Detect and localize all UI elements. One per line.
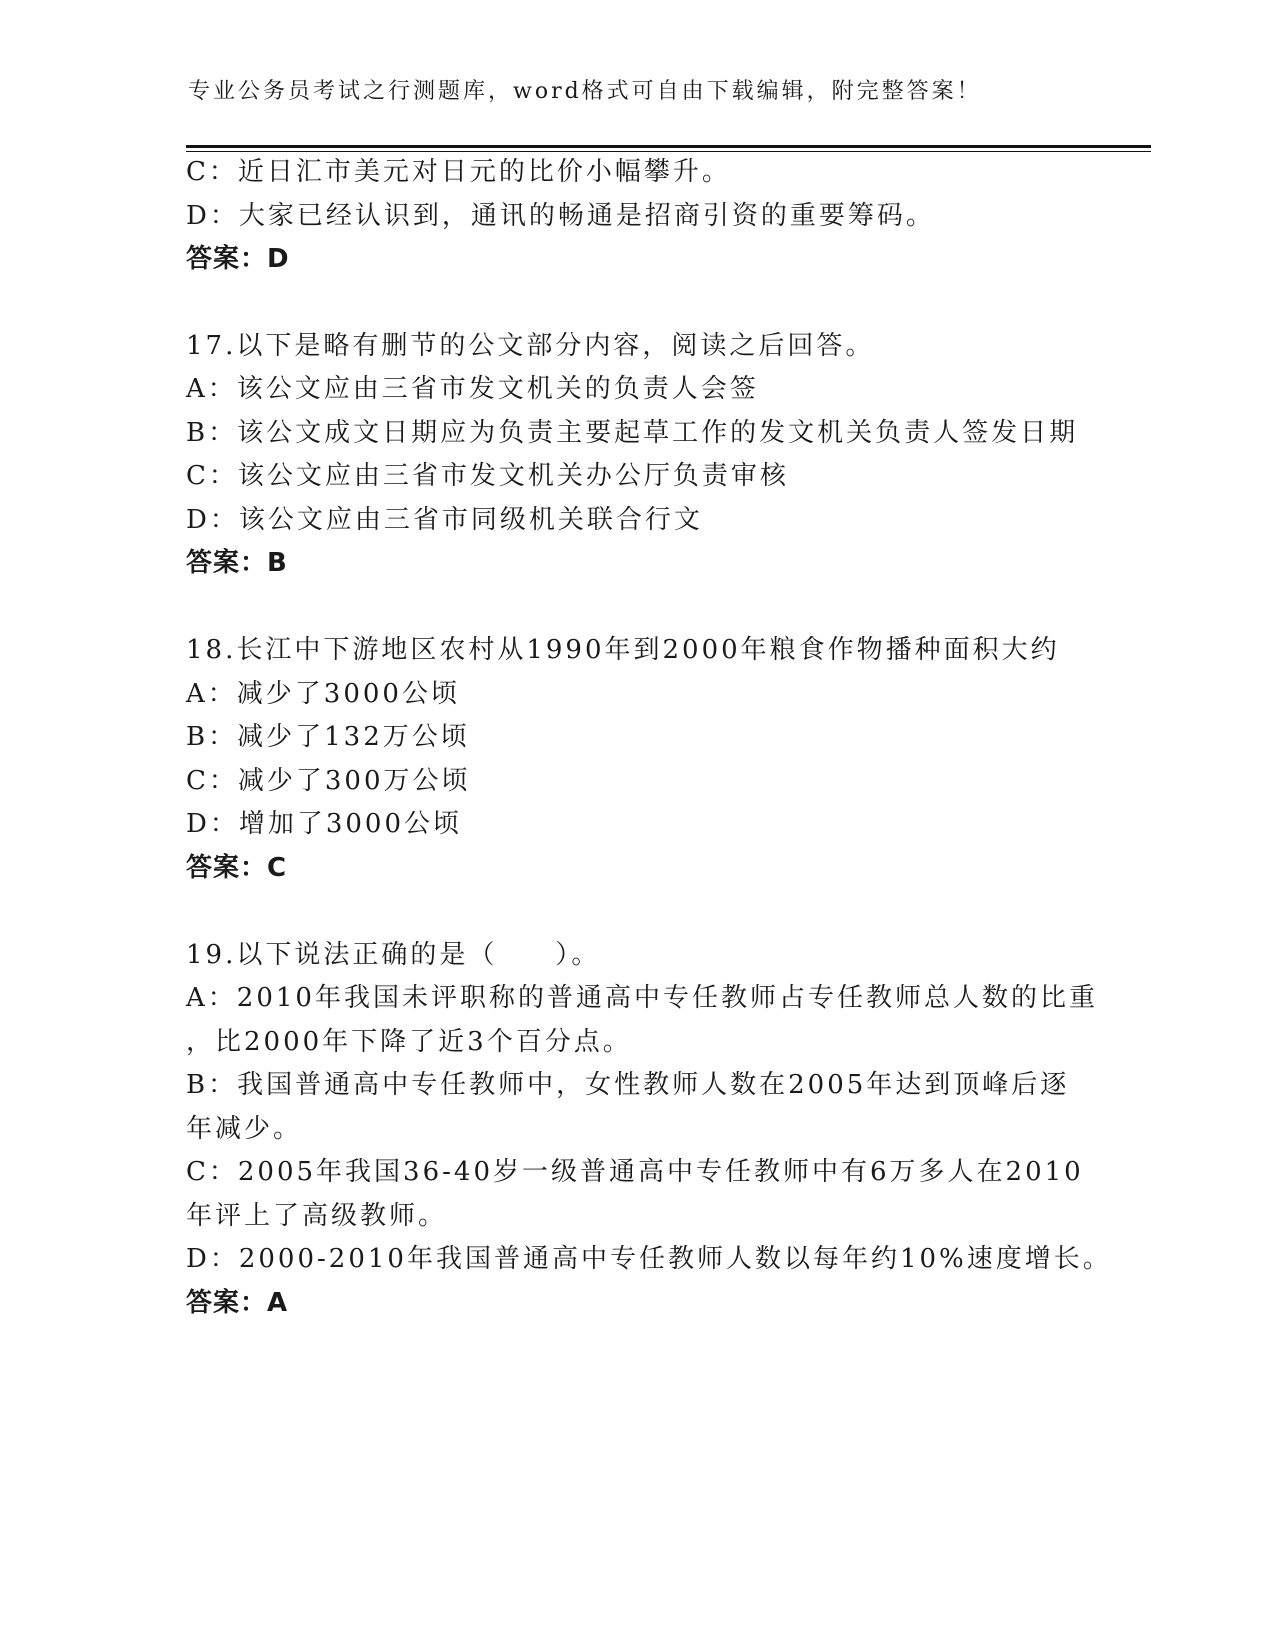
q17-question: 17.以下是略有删节的公文部分内容，阅读之后回答。 [186, 331, 875, 361]
q18-option-a: A：减少了3000公顷 [186, 679, 460, 709]
q16-answer: 答案：D [186, 244, 290, 274]
q17-option-d: D：该公文应由三省市同级机关联合行文 [186, 505, 703, 535]
q19-option-c-line1: C：2005年我国36-40岁一级普通高中专任教师中有6万多人在2010 [186, 1157, 1084, 1187]
q19-option-a-line1: A：2010年我国未评职称的普通高中专任教师占专任教师总人数的比重 [186, 983, 1098, 1013]
q17-answer: 答案：B [186, 548, 288, 578]
q18-option-b: B：减少了132万公顷 [186, 722, 470, 752]
q17-option-a: A：该公文应由三省市发文机关的负责人会签 [186, 374, 759, 404]
q19-option-b-line1: B：我国普通高中专任教师中，女性教师人数在2005年达到顶峰后逐 [186, 1070, 1070, 1100]
header-divider-thin [186, 151, 1151, 152]
q18-answer: 答案：C [186, 853, 288, 883]
q19-option-d: D：2000-2010年我国普通高中专任教师人数以每年约10%速度增长。 [186, 1244, 1112, 1274]
q19-answer: 答案：A [186, 1288, 289, 1318]
q18-option-c: C：减少了300万公顷 [186, 766, 471, 796]
q17-option-b: B：该公文成文日期应为负责主要起草工作的发文机关负责人签发日期 [186, 418, 1079, 448]
header-divider-thick [186, 145, 1151, 148]
q19-option-a-line2: ，比2000年下降了近3个百分点。 [186, 1027, 632, 1057]
q17-option-c: C：该公文应由三省市发文机关办公厅负责审核 [186, 461, 789, 491]
q16-option-c: C：近日汇市美元对日元的比价小幅攀升。 [186, 157, 731, 187]
page-header: 专业公务员考试之行测题库，word格式可自由下载编辑，附完整答案！ [188, 79, 982, 104]
q18-question: 18.长江中下游地区农村从1990年到2000年粮食作物播种面积大约 [186, 635, 1060, 665]
q19-option-b-line2: 年减少。 [186, 1114, 303, 1144]
q16-option-d: D：大家已经认识到，通讯的畅通是招商引资的重要筹码。 [186, 201, 935, 231]
q18-option-d: D：增加了3000公顷 [186, 809, 463, 839]
q19-option-c-line2: 年评上了高级教师。 [186, 1201, 448, 1231]
q19-question: 19.以下说法正确的是（ ）。 [186, 940, 601, 970]
